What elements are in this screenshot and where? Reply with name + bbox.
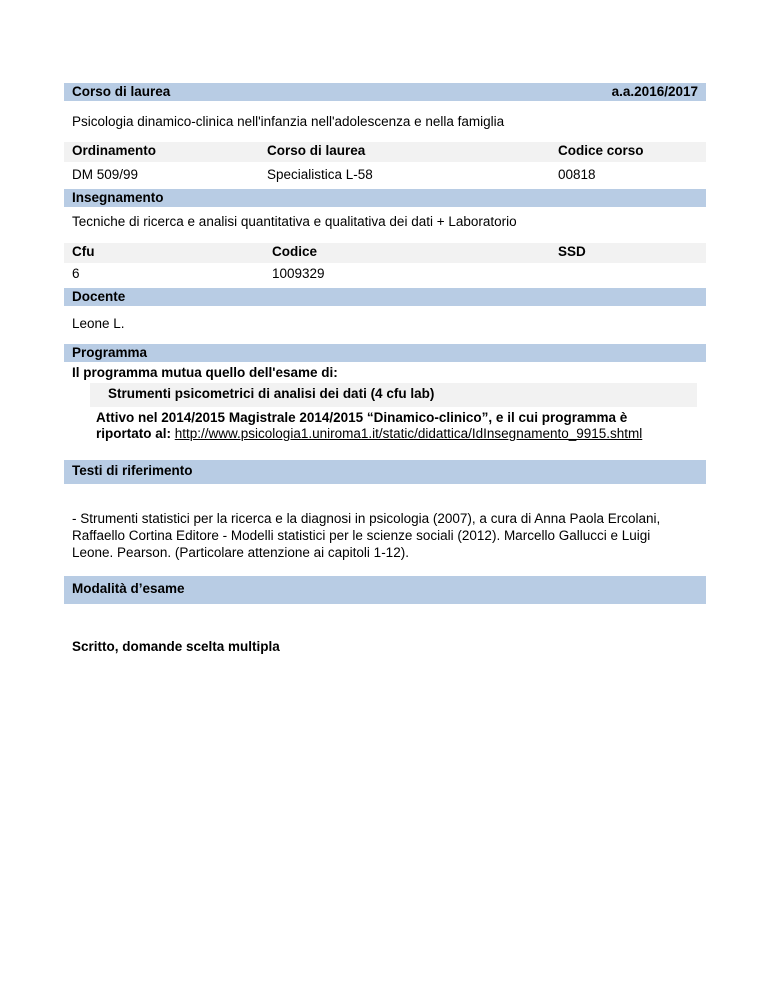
corso-di-laurea-value: Specialistica L-58 (267, 167, 373, 182)
programma-note-line2 (96, 425, 642, 443)
ssd-label: SSD (558, 244, 586, 259)
ordinamento-value: DM 509/99 (72, 167, 139, 182)
modalita-label: Modalità d’esame (72, 581, 185, 596)
insegnamento-value: Tecniche di ricerca e analisi quantitativa e qualitativa dei dati + Laboratorio (72, 214, 517, 229)
testi-header-bar (64, 460, 706, 484)
ordinamento-header-row (64, 142, 706, 162)
programma-note-line1: Attivo nel 2014/2015 Magistrale 2014/2015 “Dinamico-clinico”, e il cui programma è (96, 410, 628, 425)
codice-corso-label: Codice corso (558, 143, 644, 158)
programma-link[interactable]: http://www.psicologia1.uniroma1.it/static/didattica/IdInsegnamento_9915.shtml (174, 426, 643, 441)
docente-header-bar (64, 288, 706, 306)
corso-nome: Psicologia dinamico-clinica nell'infanzia nell'adolescenza e nella famiglia (72, 114, 505, 129)
cfu-value: 6 (72, 266, 80, 281)
programma-header-bar (64, 344, 706, 362)
codice-corso-value: 00818 (558, 167, 596, 182)
programma-course: Strumenti psicometrici di analisi dei dati (4 cfu lab) (108, 386, 435, 401)
corso-di-laurea-label: Corso di laurea (267, 143, 366, 158)
docente-label: Docente (72, 289, 126, 304)
testi-label: Testi di riferimento (72, 463, 193, 478)
cfu-header-row (64, 243, 706, 263)
ordinamento-label: Ordinamento (72, 143, 157, 158)
testi-line3: Leone. Pearson. (Particolare attenzione ai capitoli 1-12). (72, 545, 409, 560)
insegnamento-header-bar (64, 189, 706, 207)
programma-intro: Il programma mutua quello dell'esame di: (72, 365, 338, 380)
insegnamento-label: Insegnamento (72, 190, 164, 205)
codice-value: 1009329 (272, 266, 325, 281)
testi-line2: Raffaello Cortina Editore - Modelli statistici per le scienze sociali (2012). Marcello Gallucci e Luigi (72, 528, 651, 543)
testi-line1: - Strumenti statistici per la ricerca e la diagnosi in psicologia (2007), a cura di Anna Paola Ercolani, (72, 511, 661, 526)
docente-value: Leone L. (72, 316, 125, 331)
ordinamento-value-row (64, 166, 706, 186)
codice-label: Codice (272, 244, 318, 259)
cfu-value-row (64, 265, 706, 285)
modalita-value: Scritto, domande scelta multipla (72, 639, 280, 654)
cfu-label: Cfu (72, 244, 95, 259)
modalita-header-bar (64, 576, 706, 604)
corso-label: Corso di laurea (72, 84, 171, 99)
corso-header-bar (64, 83, 706, 101)
programma-label: Programma (72, 345, 148, 360)
programma-course-box (90, 383, 697, 407)
anno-accademico: a.a.2016/2017 (611, 84, 698, 99)
programma-note-prefix: riportato al: (96, 426, 175, 441)
